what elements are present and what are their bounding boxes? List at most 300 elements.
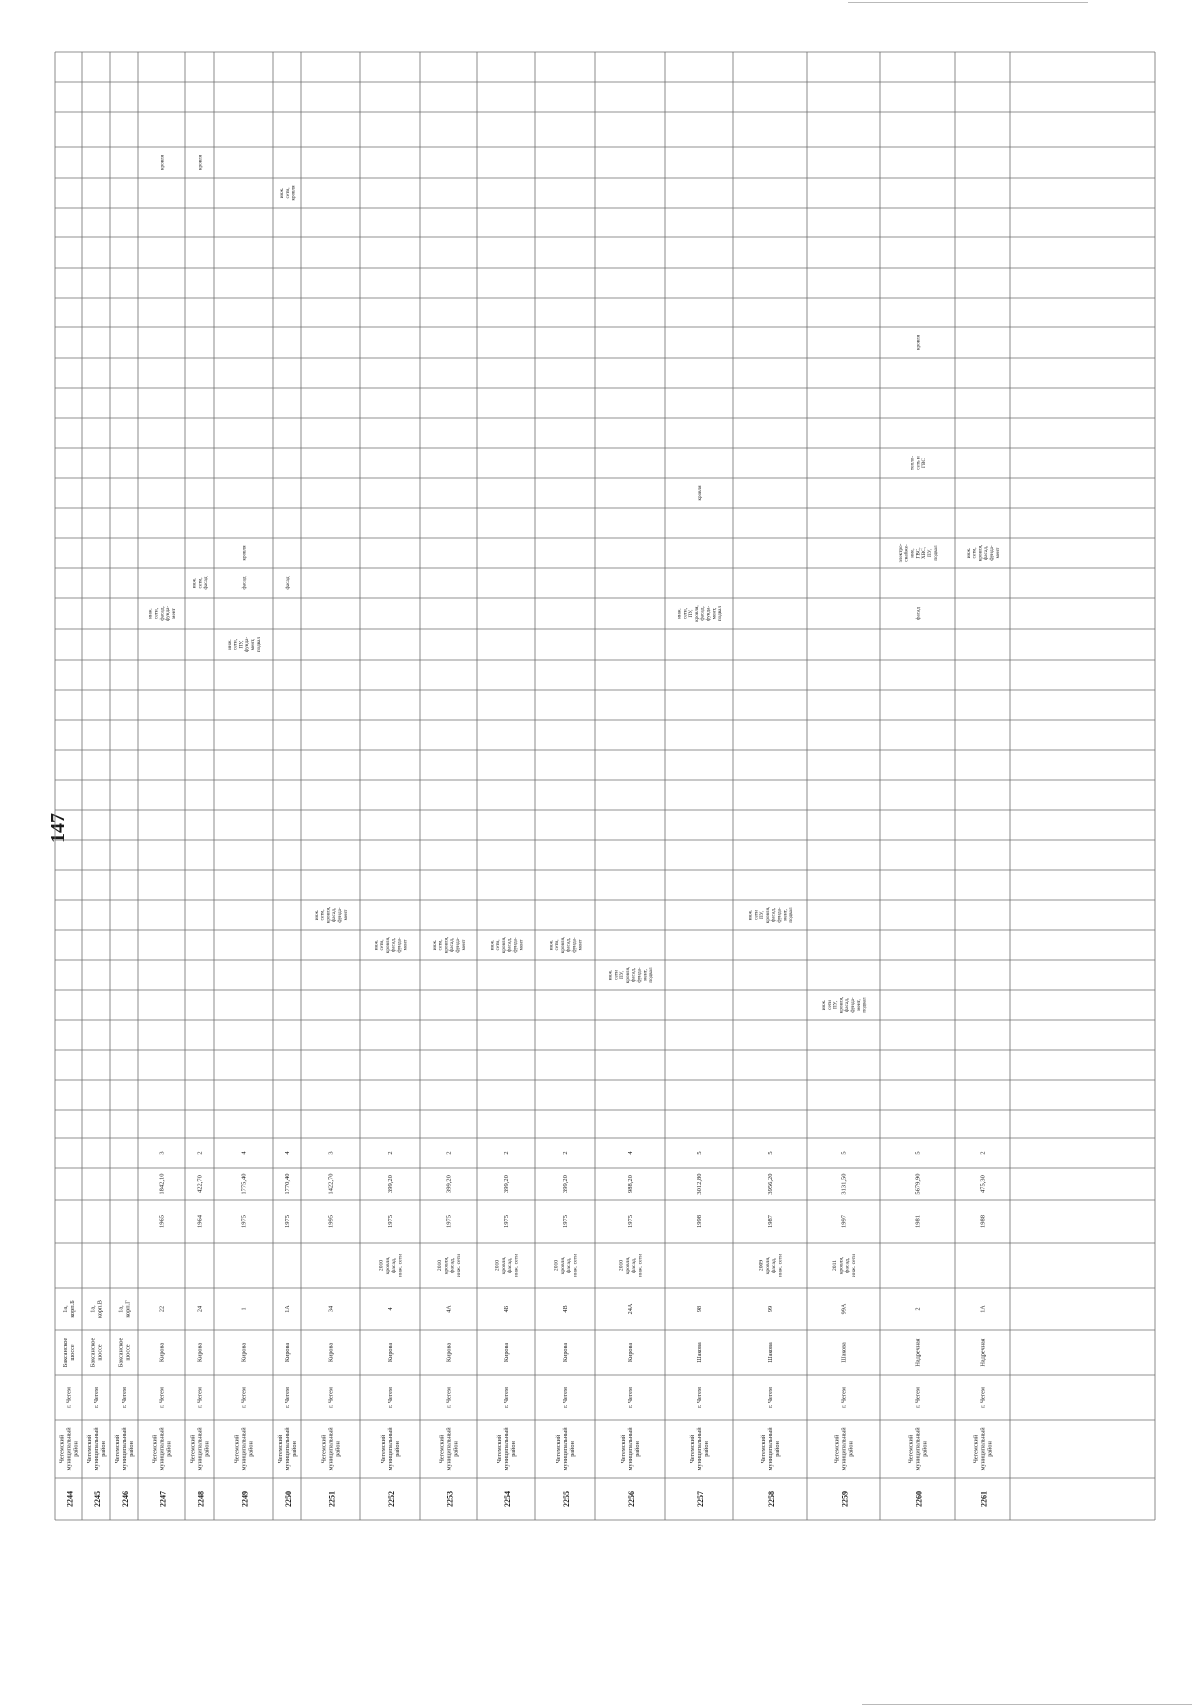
planned-work-cell <box>227 637 262 653</box>
planned-work-cell-line: мент, <box>782 909 789 921</box>
district-cell-line: район <box>291 1441 299 1457</box>
street-cell <box>118 1338 132 1368</box>
previous-works-cell-line: инж. сети <box>397 1253 404 1278</box>
district-cell <box>152 1427 173 1471</box>
planned-work-cell-line: сети <box>753 910 760 920</box>
area-cell: 475,30 <box>979 1175 987 1193</box>
floors-cell: 5 <box>914 1151 922 1155</box>
previous-works-cell-line: кровля, <box>443 1256 450 1275</box>
planned-work-cell-line: электро- <box>897 543 904 563</box>
planned-work-cell <box>148 606 177 622</box>
planned-work-cell-line: кровля, <box>624 966 631 984</box>
planned-work-cell-line: фунда- <box>244 636 251 653</box>
planned-work-cell <box>898 543 939 562</box>
planned-work-cell-line: кровля, <box>325 906 332 924</box>
planned-work-cell <box>240 576 247 589</box>
district-cell-line: Чегемский <box>438 1434 446 1464</box>
planned-work-cell-line: кровля <box>696 485 703 501</box>
district-cell-line: муниципальный <box>767 1427 775 1471</box>
district-cell <box>59 1427 80 1471</box>
district-cell-line: муниципальный <box>562 1427 570 1471</box>
planned-work-cell-line: фасад, <box>844 997 851 1013</box>
planned-work-cell <box>314 907 349 923</box>
district-cell-line: район <box>634 1441 642 1457</box>
district-cell-line: муниципальный <box>158 1427 166 1471</box>
planned-work-cell-line: фунда- <box>165 605 172 622</box>
street-cell <box>915 1338 922 1366</box>
planned-work-cell <box>241 545 247 561</box>
district-cell-line: район <box>569 1441 577 1457</box>
district-cell-line: район <box>165 1441 173 1457</box>
area-cell: 1422,70 <box>327 1173 335 1195</box>
planned-work-cell <box>697 485 703 501</box>
district-cell-line: муниципальный <box>627 1427 635 1471</box>
area-cell: 399,20 <box>503 1175 510 1193</box>
year-cell: 1975 <box>503 1215 510 1228</box>
street-cell <box>696 1342 703 1363</box>
planned-work-cell-line: подвал <box>255 636 262 653</box>
row-number: 2260 <box>914 1491 924 1507</box>
town-cell: г. Чегем <box>93 1387 100 1408</box>
street-cell-line: шоссе <box>69 1344 77 1361</box>
area-cell: 3956,20 <box>767 1173 774 1195</box>
year-cell: 1975 <box>562 1215 569 1228</box>
planned-work-cell-line: сети, <box>971 547 978 559</box>
year-cell: 1964 <box>196 1215 204 1228</box>
house-cell-line: 1А <box>284 1305 292 1313</box>
town-cell: г. Чегем <box>387 1387 394 1408</box>
planned-work-cell-line: кровля <box>290 185 297 201</box>
planned-work-cell-line: подвал <box>932 545 939 561</box>
previous-works-cell-line: фасад, <box>771 1257 778 1274</box>
district-cell-line: район <box>774 1441 782 1457</box>
district-cell-line: Чегемский <box>189 1434 197 1464</box>
planned-work-cell-line: инж. <box>373 939 380 951</box>
area-cell: 3012,80 <box>696 1173 703 1195</box>
row-number: 2253 <box>445 1491 455 1507</box>
previous-works-cell-line: 2010 <box>494 1259 501 1272</box>
previous-works-cell-line: фасад, <box>566 1257 573 1274</box>
house-cell <box>90 1300 104 1318</box>
planned-work-cell-line: кровля <box>915 334 922 351</box>
district-cell <box>114 1427 135 1471</box>
floors-cell: 5 <box>696 1151 703 1155</box>
floors-cell: 5 <box>840 1151 848 1155</box>
district-cell-line: Чегемский <box>496 1434 504 1464</box>
previous-works-cell <box>437 1254 462 1277</box>
street-cell-line: Кирова <box>240 1342 248 1363</box>
district-cell-line: район <box>921 1441 929 1457</box>
house-cell-line: 1А <box>979 1305 987 1313</box>
previous-works-cell <box>759 1254 784 1277</box>
street-cell-line: Кирова <box>445 1342 453 1363</box>
floors-cell: 2 <box>196 1151 204 1155</box>
planned-work-cell-line: фасад, <box>630 967 637 983</box>
district-cell <box>834 1427 855 1471</box>
town-cell: г. Чегем <box>840 1387 848 1408</box>
district-cell-line: Чегемский <box>114 1434 122 1464</box>
planned-work-cell-line: подвал <box>788 907 795 923</box>
planned-work-cell-line: фасад, <box>506 937 513 953</box>
planned-work-cell-line: ПУ, <box>926 549 933 557</box>
street-cell-line: шоссе <box>96 1344 104 1361</box>
year-cell: 1965 <box>158 1215 166 1228</box>
planned-work-cell-line: фасад, <box>159 606 166 621</box>
town-cell: г. Чегем <box>240 1387 248 1408</box>
street-cell-line: Кирова <box>158 1342 166 1363</box>
district-cell-line: район <box>703 1441 711 1457</box>
year-cell: 1975 <box>240 1215 248 1228</box>
table-grid <box>55 52 1155 1520</box>
planned-work-cell-line: инж. <box>607 969 614 981</box>
planned-work-cell-line: инж. <box>548 939 555 951</box>
district-cell-line: муниципальный <box>240 1427 248 1471</box>
street-cell-line: шоссе <box>124 1344 132 1361</box>
row-number: 2256 <box>627 1491 636 1507</box>
street-cell <box>841 1342 848 1363</box>
house-cell <box>980 1305 987 1313</box>
previous-works-cell <box>619 1254 644 1277</box>
district-cell <box>973 1427 994 1471</box>
planned-work-cell <box>279 185 297 201</box>
district-cell-line: Чегемский <box>320 1434 328 1464</box>
floors-cell: 2 <box>387 1151 394 1155</box>
planned-work-cell-line: фасад <box>203 576 210 590</box>
house-cell <box>696 1306 703 1312</box>
planned-work-cell-line: ПУ, <box>619 971 626 979</box>
area-cell: 1775,40 <box>240 1173 248 1195</box>
row-number: 2248 <box>196 1491 206 1507</box>
town-cell: г. Чегем <box>914 1387 922 1408</box>
planned-work-cell-line: сети, <box>554 939 561 951</box>
planned-work-cell-line: ПУ, <box>832 1001 839 1009</box>
street-cell-line: Шакова <box>696 1342 704 1363</box>
street-cell <box>62 1338 76 1368</box>
floors-cell: 3 <box>327 1151 335 1155</box>
year-cell: 1975 <box>445 1215 453 1228</box>
previous-works-cell-line: фасад, <box>844 1257 851 1274</box>
planned-work-cell <box>432 937 467 953</box>
planned-work-cell-line: сети <box>613 970 620 980</box>
previous-works-cell-line: 2010 <box>618 1259 625 1272</box>
planned-work-cell-line: тепло- <box>909 455 916 471</box>
planned-work-cell-line: мент, <box>250 638 257 651</box>
planned-work-cell-line: мент <box>460 939 467 951</box>
district-cell-line: муниципальный <box>387 1427 395 1471</box>
planned-work-cell-line: фасад, <box>390 937 397 953</box>
previous-works-cell-line: инж. сети <box>777 1253 784 1278</box>
planned-work-cell-line: кровля <box>159 154 166 171</box>
planned-work-cell-line: инж. <box>278 187 285 199</box>
planned-work-cell-line: мент <box>518 939 525 951</box>
house-cell-line: 1а, <box>89 1305 97 1313</box>
house-cell-line: 1 <box>240 1307 248 1311</box>
town-cell: г. Чегем <box>327 1387 335 1408</box>
street-cell-line: Надречная <box>979 1338 987 1367</box>
row-number: 2246 <box>121 1491 130 1507</box>
planned-work-cell <box>607 967 654 983</box>
row-number: 2247 <box>158 1491 168 1507</box>
planned-work-cell-line: кровля, <box>693 605 700 622</box>
year-cell: 1998 <box>696 1215 703 1228</box>
area-cell: 422,70 <box>196 1175 204 1193</box>
planned-work-cell-line: сети, <box>232 638 239 651</box>
previous-works-cell-line: кровля, <box>500 1256 507 1275</box>
house-cell-line: 2 <box>914 1307 922 1311</box>
planned-work-cell-line: фунда- <box>337 907 344 923</box>
area-cell: 3131,50 <box>840 1173 848 1195</box>
district-cell-line: муниципальный <box>327 1427 335 1471</box>
row-number: 2258 <box>767 1491 776 1507</box>
house-cell <box>503 1305 510 1312</box>
street-cell-line: Кирова <box>562 1342 570 1363</box>
district-cell-line: муниципальный <box>914 1427 922 1471</box>
district-cell <box>234 1427 255 1471</box>
planned-work-cell-line: подвал <box>717 605 724 622</box>
planned-work-cell-line: сети, <box>379 939 386 951</box>
previous-works-cell-line: 2011 <box>832 1260 839 1271</box>
house-cell-line: корп.Б <box>69 1300 77 1318</box>
district-cell-line: район <box>247 1441 255 1457</box>
district-cell-line: район <box>203 1441 211 1457</box>
previous-works-cell <box>832 1254 857 1277</box>
street-cell-line: Баксанское <box>117 1337 125 1368</box>
house-cell-line: корп.Г <box>124 1300 132 1318</box>
district-cell-line: муниципальный <box>93 1427 101 1471</box>
planned-work-cell-line: ГВС <box>921 458 928 468</box>
planned-work-cell <box>676 605 723 621</box>
area-cell: 5679,90 <box>914 1173 922 1195</box>
town-cell: г. Чегем <box>121 1387 128 1408</box>
district-cell-line: район <box>394 1441 402 1457</box>
planned-work-cell-line: сети, <box>284 187 291 199</box>
planned-work-cell-line: фасад, <box>331 907 338 923</box>
planned-work-cell-line: инж. <box>965 547 972 559</box>
planned-work-cell-line: инж. <box>747 909 754 921</box>
year-cell: 1987 <box>767 1215 774 1228</box>
floors-cell: 5 <box>767 1151 774 1155</box>
previous-works-cell-line: фасад, <box>391 1257 398 1274</box>
year-cell: 1975 <box>627 1215 634 1228</box>
year-cell: 1988 <box>979 1215 987 1228</box>
planned-work-cell-line: фунда- <box>512 937 519 953</box>
planned-work-cell-line: инж. <box>226 639 233 650</box>
district-cell-line: Чегемский <box>151 1434 159 1464</box>
house-cell <box>118 1300 132 1318</box>
town-cell: г. Чегем <box>158 1387 166 1408</box>
planned-work-cell-line: сети, <box>153 607 160 620</box>
district-cell <box>555 1427 576 1471</box>
district-cell-line: Чегемский <box>760 1434 768 1464</box>
area-cell: 1842,10 <box>158 1173 166 1195</box>
row-number: 2244 <box>65 1491 75 1507</box>
planned-work-cell <box>548 937 583 953</box>
district-cell-line: Чегемский <box>907 1434 915 1464</box>
house-cell-line: 1а, <box>117 1305 125 1313</box>
town-cell: г. Чегем <box>979 1387 987 1408</box>
area-cell: 988,20 <box>627 1175 634 1193</box>
house-cell-line: 1а, <box>62 1305 70 1313</box>
planned-work-cell-line: инж. <box>820 999 827 1011</box>
street-cell-line: Кирова <box>196 1342 204 1363</box>
street-cell-line: Надречная <box>914 1338 922 1367</box>
district-cell-line: Чегемский <box>86 1434 94 1464</box>
street-cell <box>159 1343 166 1362</box>
house-cell <box>159 1306 166 1312</box>
town-cell: г. Чегем <box>696 1387 703 1408</box>
planned-work-cell <box>909 456 927 471</box>
previous-works-cell-line: фасад, <box>631 1257 638 1274</box>
town-cell: г. Чегем <box>445 1387 453 1408</box>
house-cell-line: 99А <box>840 1303 848 1315</box>
planned-work-cell-line: мент <box>342 909 349 921</box>
planned-work-cell-line: мент, <box>711 607 718 620</box>
street-cell-line: Кирова <box>503 1342 511 1363</box>
floors-cell: 2 <box>503 1151 510 1155</box>
town-cell: г. Чегем <box>627 1387 634 1408</box>
town-cell: г. Чегем <box>284 1387 291 1408</box>
page-number: 147 <box>47 813 69 843</box>
district-cell <box>689 1427 710 1471</box>
district-cell-line: район <box>100 1441 108 1457</box>
street-cell-line: Баксанское <box>62 1337 70 1368</box>
planned-work-cell-line: сети, <box>682 607 689 620</box>
planned-work-cell-line: фунда- <box>571 937 578 953</box>
district-cell-line: район <box>986 1441 994 1457</box>
house-cell <box>446 1305 453 1313</box>
planned-work-cell-line: фунда- <box>396 937 403 953</box>
district-cell-line: район <box>510 1441 518 1457</box>
row-number: 2250 <box>284 1491 293 1507</box>
house-cell-line: 4В <box>562 1305 570 1313</box>
row-number: 2261 <box>979 1491 989 1507</box>
previous-works-cell <box>379 1254 404 1277</box>
previous-works-cell-line: инж. сети <box>513 1253 520 1278</box>
district-cell-line: Чегемский <box>689 1434 697 1464</box>
district-cell-line: муниципальный <box>840 1427 848 1471</box>
planned-work-cell-line: кровля, <box>764 906 771 924</box>
previous-works-cell-line: кровля, <box>838 1256 845 1275</box>
area-cell: 399,20 <box>445 1175 453 1193</box>
district-cell-line: муниципальный <box>196 1427 204 1471</box>
planned-work-cell-line: ХВС, <box>921 547 928 559</box>
district-cell <box>496 1427 517 1471</box>
previous-works-cell <box>495 1254 520 1277</box>
house-cell-line: 99 <box>767 1305 775 1313</box>
street-cell <box>446 1343 453 1362</box>
planned-work-cell-line: сети <box>826 1000 833 1010</box>
planned-work-cell-line: кровля, <box>559 936 566 954</box>
planned-work-cell-line: фунда- <box>989 545 996 561</box>
district-cell-line: муниципальный <box>284 1427 292 1471</box>
district-cell <box>760 1427 781 1471</box>
year-cell: 1975 <box>387 1215 394 1228</box>
district-cell-line: Чегемский <box>277 1434 285 1464</box>
year-cell: 1995 <box>327 1215 335 1228</box>
street-cell-line: Кирова <box>387 1342 395 1363</box>
street-cell <box>241 1343 248 1362</box>
district-cell-line: район <box>72 1441 80 1457</box>
year-cell: 1975 <box>284 1215 291 1228</box>
planned-work-cell-line: инж. <box>313 909 320 921</box>
previous-works-cell-line: инж. сети <box>637 1253 644 1278</box>
town-cell: г. Чегем <box>65 1387 73 1408</box>
planned-work-cell-line: мент <box>402 939 409 951</box>
row-number: 2255 <box>562 1491 571 1507</box>
planned-work-cell <box>191 576 209 589</box>
planned-work-cell-line: кровля <box>241 545 248 561</box>
row-number: 2249 <box>240 1491 250 1507</box>
town-cell: г. Чегем <box>562 1387 569 1408</box>
house-cell-line: 22 <box>158 1305 166 1313</box>
planned-work-cell-line: подвал <box>648 967 655 983</box>
street-cell <box>387 1343 394 1362</box>
district-cell-line: муниципальный <box>696 1427 704 1471</box>
planned-work-cell <box>373 937 408 953</box>
row-number: 2259 <box>840 1491 850 1507</box>
planned-work-cell-line: фасад <box>284 576 291 590</box>
planned-work-cell-line: фасад <box>241 576 248 590</box>
street-cell <box>562 1343 569 1362</box>
planned-work-cell-line: кровля, <box>384 936 391 954</box>
floors-cell: 2 <box>562 1151 569 1155</box>
planned-work-cell-line: фасад, <box>699 606 706 621</box>
planned-work-cell-line: инж. <box>431 939 438 951</box>
district-cell-line: Чегемский <box>380 1434 388 1464</box>
house-cell <box>241 1307 248 1310</box>
house-cell-line: 4Б <box>503 1305 511 1313</box>
house-cell <box>328 1306 335 1312</box>
house-cell <box>915 1307 922 1310</box>
house-cell-line: 24 <box>196 1305 204 1313</box>
previous-works-cell-line: кровля, <box>764 1256 771 1275</box>
planned-work-cell-line: ПУ, <box>238 640 245 649</box>
planned-work-cell <box>489 937 524 953</box>
street-cell <box>284 1343 291 1362</box>
planned-work-cell-line: фасад, <box>449 937 456 953</box>
district-cell-line: район <box>452 1441 460 1457</box>
previous-works-cell-line: кровля, <box>559 1256 566 1275</box>
planned-work-cell-line: сети, <box>437 939 444 951</box>
street-cell-line: Кирова <box>327 1342 335 1363</box>
house-cell <box>284 1305 291 1313</box>
street-cell <box>503 1343 510 1362</box>
planned-work-cell-line: сеть и <box>915 456 922 470</box>
town-cell: г. Чегем <box>767 1387 774 1408</box>
previous-works-cell-line: 2010 <box>553 1259 560 1272</box>
street-cell <box>197 1343 204 1362</box>
planned-work-cell-line: фасад, <box>770 907 777 923</box>
row-number: 2251 <box>327 1491 337 1507</box>
floors-cell: 4 <box>284 1151 291 1155</box>
planned-work-cell <box>914 607 921 620</box>
district-cell <box>277 1427 298 1471</box>
planned-work-cell-line: фасад <box>915 607 922 620</box>
previous-works-cell-line: 2010 <box>437 1259 444 1272</box>
town-cell: г. Чегем <box>196 1387 204 1408</box>
street-cell <box>90 1338 104 1368</box>
planned-work-cell-line: кровля <box>197 154 204 171</box>
floors-cell: 3 <box>158 1151 166 1155</box>
planned-work-cell-line: ние, <box>909 548 916 558</box>
planned-work-cell <box>197 154 203 170</box>
district-cell-line: Чегемский <box>972 1434 980 1464</box>
house-cell <box>562 1305 569 1312</box>
house-cell-line: корп.В <box>96 1300 104 1318</box>
planned-work-cell <box>966 545 1001 561</box>
area-cell: 1770,40 <box>284 1173 291 1195</box>
previous-works-cell-line: кровля, <box>624 1256 631 1275</box>
